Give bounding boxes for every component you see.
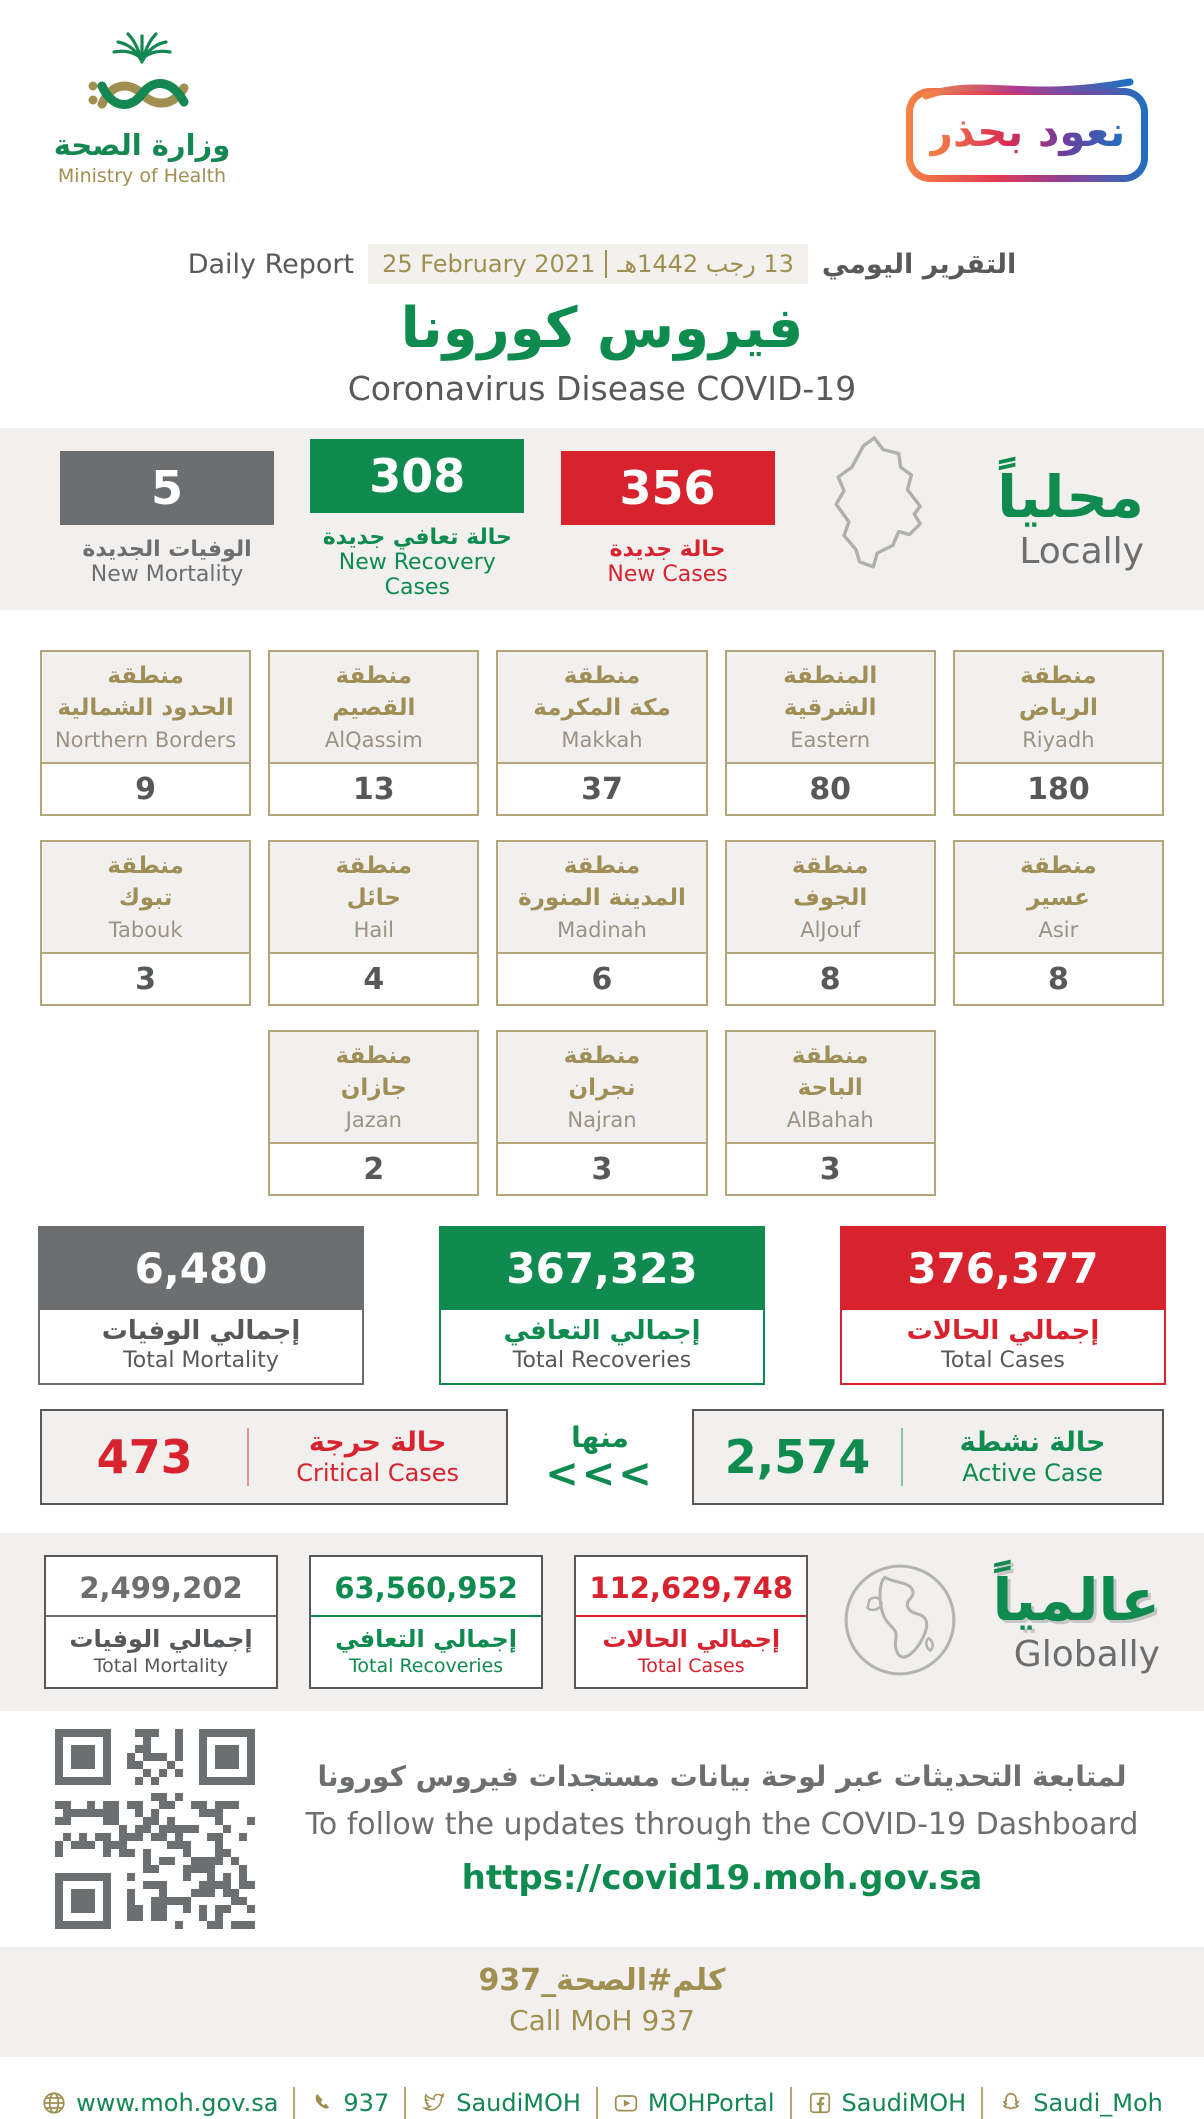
snapchat-icon [998,2090,1024,2116]
footer-link-label: Saudi_Moh [1033,2089,1163,2117]
locally-heading-ar: محلياً [997,462,1144,531]
region-ar-line1: منطقة [335,1043,413,1070]
region-card-eastern [725,650,936,816]
active-cases-box [692,1409,1164,1505]
new-recovery-value: 308 [310,439,524,513]
footer-link-label: SaudiMOH [841,2089,967,2117]
global-recoveries-box [309,1555,543,1689]
footer-link-label: www.moh.gov.sa [76,2089,279,2117]
global-cases-value: 112,629,748 [576,1557,806,1617]
total-mortality-label-ar: إجمالي الوفيات [101,1316,301,1346]
badge-inner [913,95,1141,175]
region-value: 4 [363,961,385,997]
region-value: 8 [819,961,841,997]
region-en-name: Eastern [790,727,871,752]
critical-active-row [0,1409,1204,1505]
region-en-name: Jazan [345,1107,402,1132]
region-value: 9 [135,771,157,807]
region-ar-line2: المدينة المنورة [518,885,686,911]
region-ar-line2: عسير [1026,885,1090,911]
return-with-caution-badge [906,88,1148,182]
new-mortality-value: 5 [60,451,274,525]
daily-report-english: Daily Report [187,248,355,280]
region-card-albahah [725,1030,936,1196]
new-mortality-label-ar: الوفيات الجديدة [82,537,252,562]
regions-grid [0,650,1204,1196]
logo-arabic-name: وزارة الصحة [53,128,231,162]
region-ar-line2: الحدود الشمالية [57,695,234,721]
global-mortality-label-en: Total Mortality [93,1655,229,1677]
local-totals-row [0,1226,1204,1385]
global-recoveries-label-ar: إجمالي التعافي [335,1625,518,1653]
footer-link-youtube[interactable] [596,2087,790,2119]
globe-icon [839,1559,961,1685]
dashboard-text [295,1760,1149,1898]
moh-logo [52,26,232,187]
total-mortality-value: 6,480 [38,1226,364,1310]
footer-link-website[interactable] [26,2087,293,2119]
badge-text: نعود بحذر [929,111,1125,159]
globally-section [0,1533,1204,1711]
global-mortality-value: 2,499,202 [46,1557,276,1617]
active-cases-label-ar: حالة نشطة [959,1426,1106,1458]
region-card-hail [268,840,479,1006]
new-recovery-stat [310,439,524,600]
badge-swoosh-icon [920,74,1136,102]
region-ar-line1: منطقة [1020,853,1097,880]
footer-link-twitter[interactable] [404,2087,596,2119]
region-en-name: AlQassim [324,727,423,752]
total-recoveries-box [439,1226,765,1385]
region-value: 13 [352,771,395,807]
region-card-jazan [268,1030,479,1196]
region-ar-line2: الرياض [1018,695,1098,721]
region-ar-line1: منطقة [335,663,413,690]
region-card-aljouf [725,840,936,1006]
region-card-alqassim [268,650,479,816]
region-ar-line1: منطقة [107,853,184,880]
region-ar-line1: منطقة [791,1043,869,1070]
region-en-name: AlBahah [786,1107,874,1132]
global-recoveries-label-en: Total Recoveries [349,1655,504,1677]
critical-cases-label-en: Critical Cases [296,1459,460,1488]
footer-link-label: SaudiMOH [456,2089,581,2117]
phone-icon [310,2091,334,2115]
new-cases-label-ar: حالة جديدة [609,537,726,562]
locally-heading [997,462,1144,573]
total-mortality-label-en: Total Mortality [123,1348,279,1373]
chevrons-left-icon: <<< [545,1450,655,1497]
globally-heading [992,1565,1160,1676]
region-value: 2 [363,1151,385,1187]
globe-icon [41,2090,67,2116]
global-cases-label-en: Total Cases [637,1655,745,1677]
region-value: 3 [591,1151,613,1187]
globally-heading-en: Globally [1013,1634,1160,1676]
region-ar-line2: تبوك [118,885,173,911]
locally-heading-en: Locally [1019,531,1144,573]
region-ar-line1: منطقة [335,853,413,880]
total-cases-label-ar: إجمالي الحالات [906,1316,1100,1346]
total-mortality-box [38,1226,364,1385]
header [0,0,1204,212]
global-recoveries-value: 63,560,952 [311,1557,541,1617]
total-recoveries-label-en: Total Recoveries [512,1348,692,1373]
call-center-band [0,1947,1204,2057]
region-ar-line1: منطقة [563,853,641,880]
total-cases-label-en: Total Cases [941,1348,1065,1373]
region-ar-line2: الشرقية [783,695,877,721]
moh-palm-logo-icon [78,26,206,126]
footer-links [0,2087,1204,2119]
critical-cases-box [40,1409,508,1505]
active-cases-value: 2,574 [724,1430,871,1484]
active-cases-label-en: Active Case [962,1459,1103,1488]
twitter-icon [421,2090,447,2116]
of-which-connector [508,1420,692,1497]
region-en-name: Tabouk [108,917,183,942]
youtube-icon [613,2090,639,2116]
region-ar-line1: منطقة [1020,663,1097,690]
region-ar-line2: القصيم [332,695,416,721]
region-en-name: Makkah [561,727,643,752]
region-ar-line1: منطقة [563,1043,641,1070]
total-recoveries-value: 367,323 [439,1226,765,1310]
region-en-name: Riyadh [1022,727,1095,752]
facebook-icon [807,2090,833,2116]
region-value: 180 [1027,771,1090,807]
region-card-northern-borders [40,650,251,816]
region-en-name: Hail [353,917,394,942]
global-cases-box [574,1555,808,1689]
region-card-riyadh [953,650,1164,816]
footer-link-label: MOHPortal [647,2089,775,2117]
region-card-asir [953,840,1164,1006]
region-ar-line2: جازان [340,1075,407,1101]
global-mortality-box [44,1555,278,1689]
total-cases-box [840,1226,1166,1385]
region-ar-line2: الجوف [793,885,868,911]
region-value: 37 [581,771,623,807]
footer-link-snapchat[interactable] [981,2087,1178,2119]
region-en-name: Madinah [557,917,647,942]
new-mortality-stat [60,451,274,587]
saudi-arabia-map-icon [811,434,961,604]
logo-english-name: Ministry of Health [57,165,227,187]
region-ar-line1: منطقة [107,663,184,690]
call-center-english: Call MoH 937 [509,2004,695,2037]
region-card-najran [496,1030,707,1196]
total-recoveries-label-ar: إجمالي التعافي [503,1316,701,1346]
daily-report-arabic: التقرير اليومي [821,248,1017,280]
locally-section [0,428,1204,610]
region-card-madinah [496,840,707,1006]
region-en-name: AlJouf [800,917,861,942]
of-which-label: منها [571,1420,629,1454]
critical-cases-label-ar: حالة حرجة [308,1426,447,1458]
new-recovery-label-ar: حالة تعافي جديدة [322,524,512,550]
global-mortality-label-ar: إجمالي الوفيات [69,1625,253,1653]
new-mortality-label-en: New Mortality [90,562,244,587]
region-en-name: Northern Borders [54,727,237,752]
call-center-hashtag: كلم#الصحة_937 [478,1963,726,1998]
report-header-row [0,244,1204,284]
region-ar-line2: نجران [568,1075,636,1101]
critical-cases-value: 473 [96,1430,193,1484]
dashboard-line-en: To follow the updates through the COVID-19 Dashboard [305,1807,1139,1842]
date-hijri: 13 رجب 1442هـ [605,250,794,278]
dashboard-url-link[interactable]: https://covid19.moh.gov.sa [461,1858,983,1898]
divider [247,1428,249,1486]
new-cases-stat [561,451,775,587]
global-cases-label-ar: إجمالي الحالات [602,1625,781,1653]
new-cases-value: 356 [561,451,775,525]
new-recovery-label-en: New Recovery Cases [338,549,496,600]
region-value: 3 [819,1151,841,1187]
qr-code [55,1729,255,1929]
region-value: 6 [591,961,613,997]
region-ar-line1: منطقة [791,853,869,880]
region-value: 3 [135,961,157,997]
date-gregorian: 25 February 2021 [382,250,596,278]
title-english: Coronavirus Disease COVID-19 [347,369,857,408]
total-cases-value: 376,377 [840,1226,1166,1310]
region-en-name: Najran [567,1107,637,1132]
region-value: 80 [809,771,852,807]
dashboard-section [0,1729,1204,1929]
dashboard-line-ar: لمتابعة التحديثات عبر لوحة بيانات مستجدات فيروس كورونا [317,1760,1127,1793]
region-ar-line2: مكة المكرمة [533,695,671,721]
region-ar-line1: المنطقة [783,663,878,690]
region-ar-line2: حائل [346,885,401,911]
footer-link-facebook[interactable] [790,2087,982,2119]
footer-link-phone[interactable] [293,2087,404,2119]
report-date [368,244,808,284]
footer-link-label: 937 [343,2089,390,2117]
region-card-makkah [496,650,707,816]
region-value: 8 [1047,961,1069,997]
new-cases-label-en: New Cases [607,562,728,587]
title-arabic: فيروس كورونا [400,296,804,361]
region-ar-line2: الباحة [797,1075,863,1101]
region-ar-line1: منطقة [563,663,641,690]
region-en-name: Asir [1038,917,1079,942]
divider [901,1428,903,1486]
region-card-tabouk [40,840,251,1006]
globally-heading-ar: عالمياً [992,1565,1160,1634]
